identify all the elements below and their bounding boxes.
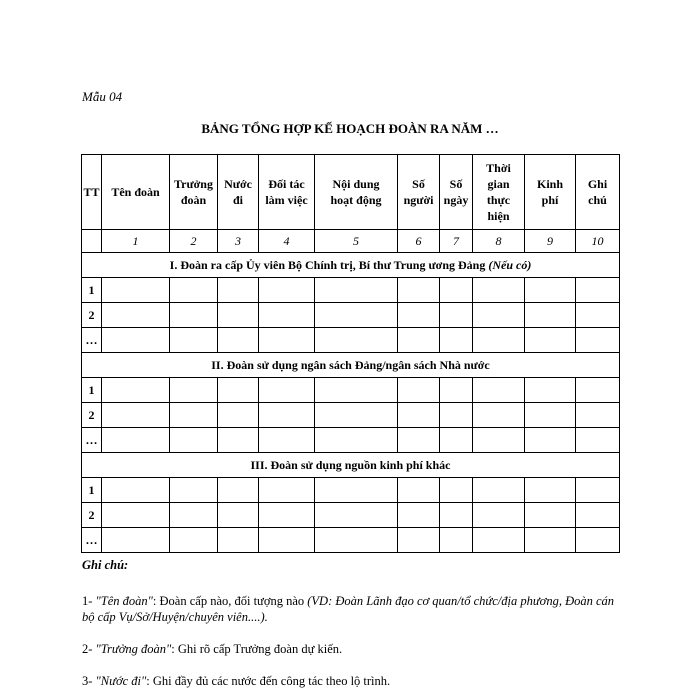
column-header-text: hoạt động — [330, 193, 382, 207]
table-cell — [259, 328, 315, 353]
column-header-text: đoàn — [180, 193, 207, 207]
table-cell — [473, 378, 525, 403]
row-number-cell: … — [82, 328, 102, 353]
row-number-cell: … — [82, 528, 102, 553]
table-cell — [473, 403, 525, 428]
column-number-cell: 10 — [576, 230, 620, 253]
column-header-text: Đối tác — [268, 177, 305, 191]
note-item — [82, 593, 622, 625]
section-title-note: (Nếu có) — [488, 258, 532, 272]
table-row — [82, 303, 620, 328]
column-header-text: ngày — [443, 193, 469, 207]
column-header-text: hiện — [487, 209, 510, 223]
table-cell — [576, 403, 620, 428]
column-header-text: Kinh — [536, 177, 563, 191]
plan-table — [81, 154, 620, 553]
column-header — [170, 155, 218, 230]
table-cell — [102, 378, 170, 403]
table-cell — [576, 303, 620, 328]
table-row — [82, 403, 620, 428]
section-title: II. Đoàn sử dụng ngân sách Đảng/ngân sách Nhà nước — [211, 358, 490, 372]
column-header — [398, 155, 440, 230]
table-cell — [398, 428, 440, 453]
note-term: "Nước đi" — [95, 674, 147, 688]
table-cell — [170, 303, 218, 328]
section-header-row — [82, 353, 620, 378]
table-cell — [259, 278, 315, 303]
table-cell — [170, 478, 218, 503]
table-cell — [398, 378, 440, 403]
table-cell — [102, 403, 170, 428]
note-prefix: 3- — [82, 674, 96, 688]
table-cell — [170, 278, 218, 303]
note-term: "Trưởng đoàn" — [95, 642, 172, 656]
table-cell — [576, 328, 620, 353]
note-item — [82, 673, 622, 689]
table-cell — [259, 378, 315, 403]
table-row — [82, 503, 620, 528]
column-header-text: gian — [487, 177, 510, 191]
notes-section — [82, 557, 622, 688]
table-cell — [218, 503, 259, 528]
table-cell — [102, 328, 170, 353]
table-cell — [525, 478, 576, 503]
table-cell — [440, 328, 473, 353]
table-cell — [315, 503, 398, 528]
column-header-text: Nước — [224, 177, 252, 191]
column-header-text: người — [403, 193, 434, 207]
column-number-cell: 3 — [218, 230, 259, 253]
table-cell — [218, 428, 259, 453]
column-header — [102, 155, 170, 230]
row-number-cell: … — [82, 428, 102, 453]
table-cell — [440, 303, 473, 328]
column-header — [440, 155, 473, 230]
column-header-text: Thời — [486, 161, 511, 175]
table-cell — [218, 303, 259, 328]
table-cell — [102, 303, 170, 328]
header-row — [82, 155, 620, 230]
column-header — [525, 155, 576, 230]
column-header — [315, 155, 398, 230]
table-cell — [102, 528, 170, 553]
table-cell — [398, 503, 440, 528]
table-cell — [102, 503, 170, 528]
table-cell — [473, 278, 525, 303]
column-number-cell: 7 — [440, 230, 473, 253]
table-cell — [102, 478, 170, 503]
table-cell — [440, 478, 473, 503]
table-cell — [473, 328, 525, 353]
column-number-cell: 8 — [473, 230, 525, 253]
table-cell — [259, 403, 315, 428]
column-header-text: Số — [412, 177, 425, 191]
note-item — [82, 641, 622, 657]
table-cell — [473, 428, 525, 453]
column-header-text: chú — [588, 193, 607, 207]
column-header — [218, 155, 259, 230]
table-cell — [398, 528, 440, 553]
table-cell — [218, 328, 259, 353]
note-text: : Ghi rõ cấp Trưởng đoàn dự kiến. — [171, 642, 343, 656]
note-example: (VD: Đoàn Lãnh đạo cơ quan/tổ chức/địa phương, Đoàn cán bộ cấp Vụ/Sở/Huyện/chuyên viên....). — [82, 594, 615, 624]
section-header-row — [82, 453, 620, 478]
column-header — [473, 155, 525, 230]
table-cell — [398, 278, 440, 303]
section-header-row — [82, 253, 620, 278]
table-cell — [259, 428, 315, 453]
table-body — [82, 230, 620, 553]
table-cell — [170, 378, 218, 403]
column-header-text: đi — [232, 193, 243, 207]
section-title: I. Đoàn ra cấp Ủy viên Bộ Chính trị, Bí thư Trung ương Đảng — [169, 258, 486, 272]
column-header-text: Trưởng — [174, 177, 213, 191]
table-cell — [473, 478, 525, 503]
table-cell — [315, 528, 398, 553]
table-cell — [102, 428, 170, 453]
table-cell — [576, 503, 620, 528]
table-cell — [398, 478, 440, 503]
table-cell — [398, 303, 440, 328]
column-header — [82, 155, 102, 230]
column-header-text: Số — [449, 177, 463, 191]
row-number-cell: 2 — [82, 303, 102, 328]
table-cell — [525, 528, 576, 553]
table-cell — [259, 478, 315, 503]
table-cell — [525, 303, 576, 328]
table-cell — [525, 403, 576, 428]
table-cell — [218, 378, 259, 403]
note-prefix: 1- — [82, 594, 96, 608]
section-title: III. Đoàn sử dụng nguồn kinh phí khác — [250, 458, 451, 472]
table-cell — [315, 403, 398, 428]
column-header — [576, 155, 620, 230]
table-cell — [218, 403, 259, 428]
table-cell — [525, 503, 576, 528]
table-row — [82, 278, 620, 303]
column-header-text: làm việc — [265, 193, 308, 207]
table-cell — [576, 428, 620, 453]
table-cell — [473, 528, 525, 553]
note-text: : Đoàn cấp nào, đối tượng nào — [152, 594, 308, 608]
column-number-cell: 2 — [170, 230, 218, 253]
table-cell — [440, 428, 473, 453]
table-cell — [170, 528, 218, 553]
table-cell — [218, 528, 259, 553]
table-cell — [102, 278, 170, 303]
document-title: BẢNG TỔNG HỢP KẾ HOẠCH ĐOÀN RA NĂM … — [201, 121, 499, 136]
section-title-cell — [82, 253, 620, 278]
table-row — [82, 378, 620, 403]
table-cell — [170, 503, 218, 528]
table-cell — [398, 403, 440, 428]
table-cell — [576, 478, 620, 503]
column-header-text: TT — [83, 185, 100, 199]
column-number-cell: 6 — [398, 230, 440, 253]
table-cell — [315, 303, 398, 328]
table-cell — [576, 528, 620, 553]
column-number-cell: 5 — [315, 230, 398, 253]
table-cell — [398, 328, 440, 353]
table-row — [82, 328, 620, 353]
note-term: "Tên đoàn" — [95, 594, 153, 608]
table-cell — [315, 328, 398, 353]
column-number-cell: 4 — [259, 230, 315, 253]
table-cell — [315, 378, 398, 403]
note-text: : Ghi đầy đủ các nước đến công tác theo lộ trình. — [146, 674, 391, 688]
table-cell — [259, 503, 315, 528]
table-cell — [218, 278, 259, 303]
table-cell — [170, 328, 218, 353]
table-cell — [473, 503, 525, 528]
table-cell — [525, 278, 576, 303]
row-number-cell: 2 — [82, 403, 102, 428]
column-header-text: Tên đoàn — [111, 185, 160, 199]
table-cell — [259, 303, 315, 328]
column-header-text: phí — [541, 193, 559, 207]
table-cell — [525, 328, 576, 353]
section-title-cell — [82, 453, 620, 478]
table-cell — [525, 378, 576, 403]
table-cell — [576, 278, 620, 303]
row-number-cell: 2 — [82, 503, 102, 528]
note-prefix: 2- — [82, 642, 96, 656]
table-cell — [525, 428, 576, 453]
table-row — [82, 428, 620, 453]
table-cell — [440, 503, 473, 528]
column-header-text: thực — [486, 193, 511, 207]
row-number-cell: 1 — [82, 278, 102, 303]
table-cell — [259, 528, 315, 553]
notes-heading: Ghi chú: — [82, 558, 129, 572]
section-title-cell — [82, 353, 620, 378]
table-cell — [315, 278, 398, 303]
table-cell — [576, 378, 620, 403]
column-header-text: Ghi — [587, 177, 608, 191]
table-cell — [440, 278, 473, 303]
column-header — [259, 155, 315, 230]
table-cell — [473, 303, 525, 328]
column-header-text: Nội dung — [332, 177, 380, 191]
row-number-cell: 1 — [82, 478, 102, 503]
table-cell — [218, 478, 259, 503]
table-cell — [315, 428, 398, 453]
row-number-cell: 1 — [82, 378, 102, 403]
table-cell — [315, 478, 398, 503]
table-cell — [170, 403, 218, 428]
table-row — [82, 528, 620, 553]
column-number-cell — [82, 230, 102, 253]
table-cell — [440, 378, 473, 403]
form-code: Mẫu 04 — [82, 89, 123, 104]
column-number-row — [82, 230, 620, 253]
table-cell — [440, 403, 473, 428]
table-row — [82, 478, 620, 503]
column-number-cell: 9 — [525, 230, 576, 253]
column-number-cell: 1 — [102, 230, 170, 253]
table-cell — [170, 428, 218, 453]
table-cell — [440, 528, 473, 553]
